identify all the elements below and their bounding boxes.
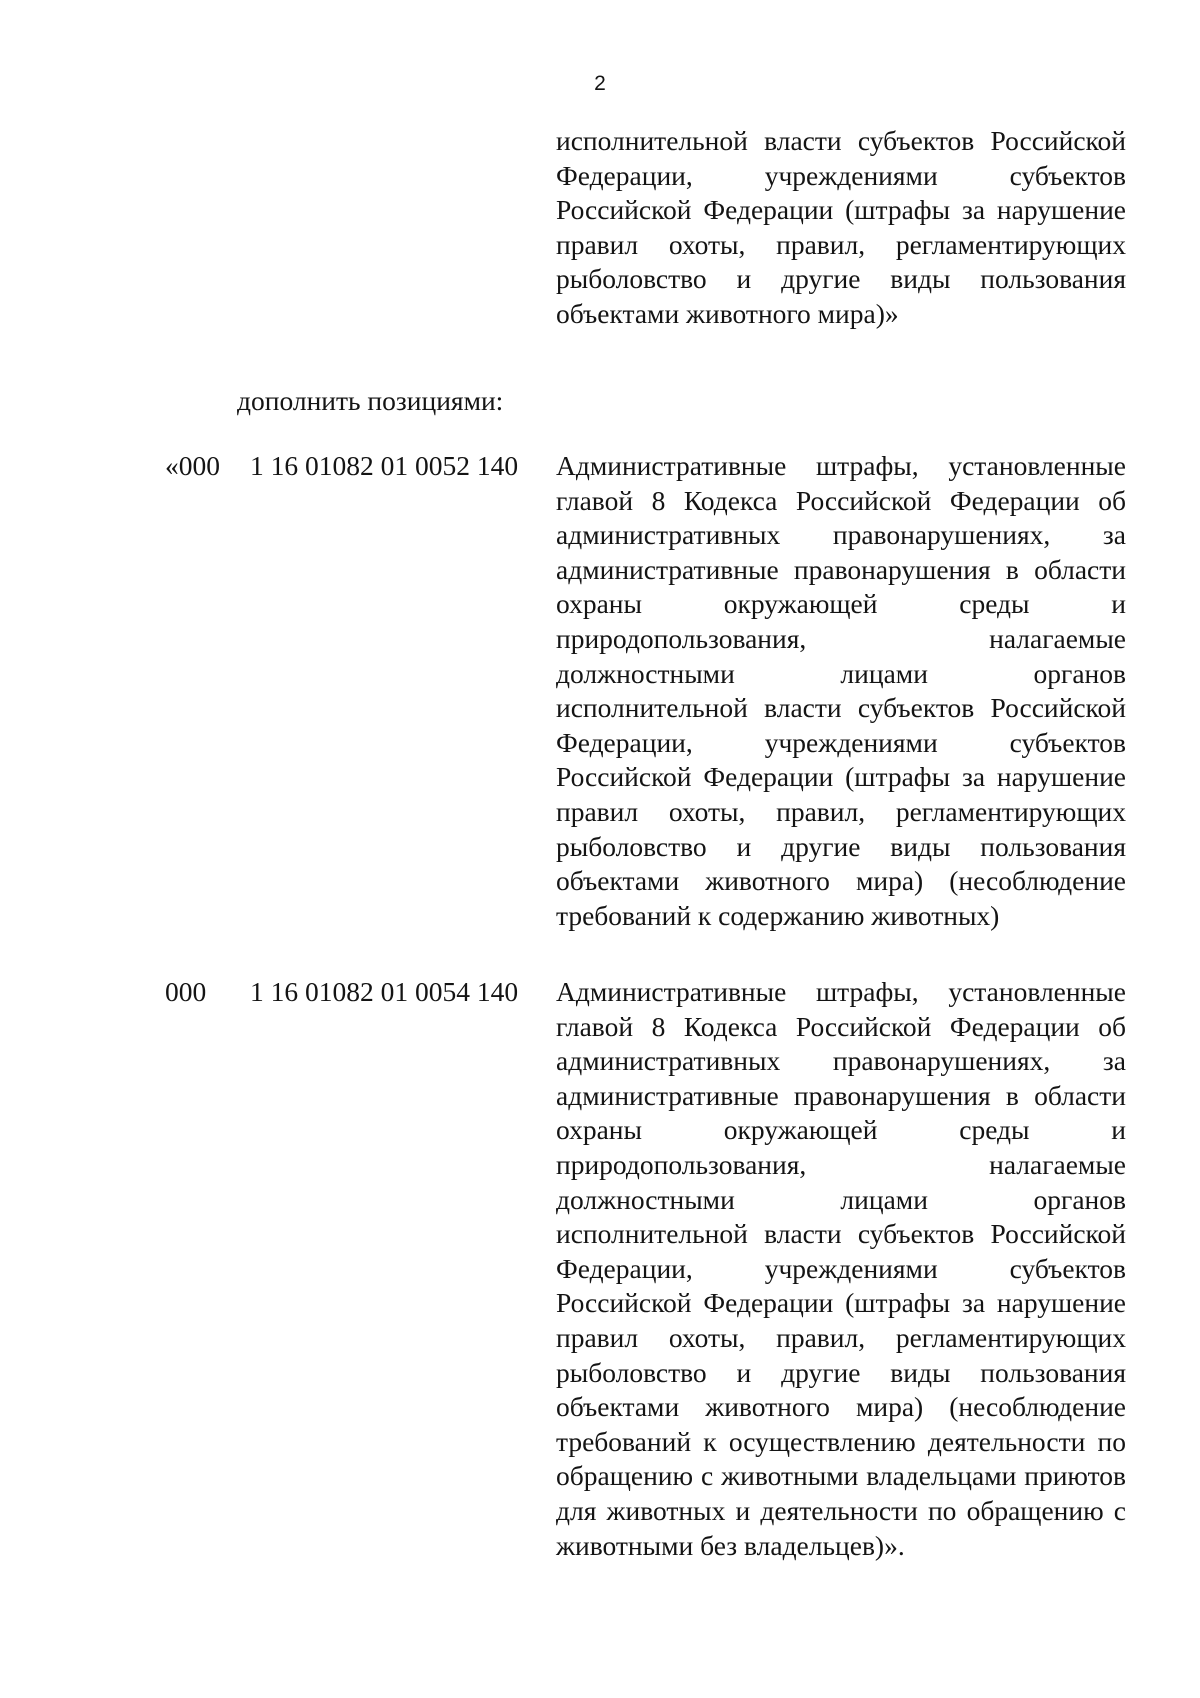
classification-code: 1 16 01082 01 0052 140 xyxy=(250,450,519,481)
continued-description: исполнительной власти субъектов Российской Федерации, учреждениями субъектов Российской Федерации (штрафы за нарушение правил охоты, правил, регламентирующих рыболовство и другие виды пользования объектами животного мира)» xyxy=(556,125,1126,329)
row-description: Административные штрафы, установленные главой 8 Кодекса Российской Федерации об административных правонарушениях, за административные правонарушения в области охраны окружающей среды и природопользования, налагаемые должностными лицами органов исполнительной власти субъектов Российской Федерации, учреждениями субъектов Российской Федерации (штрафы за нарушение правил охоты, правил, регламентирующих рыболовство и другие виды пользования объектами животного мира) (несоблюдение требований к осуществлению деятельности по обращению с животными владельцами приютов для животных и деятельности по обращению с животными без владельцев)». xyxy=(556,976,1126,1561)
admin-code: 000 xyxy=(165,976,207,1007)
page-number: 2 xyxy=(594,72,606,95)
admin-code: «000 xyxy=(165,450,220,481)
row-description: Административные штрафы, установленные главой 8 Кодекса Российской Федерации об административных правонарушениях, за административные правонарушения в области охраны окружающей среды и природопользования, налагаемые должностными лицами органов исполнительной власти субъектов Российской Федерации, учреждениями субъектов Российской Федерации (штрафы за нарушение правил охоты, правил, регламентирующих рыболовство и другие виды пользования объектами животного мира) (несоблюдение требований к содержанию животных) xyxy=(556,450,1126,931)
classification-code: 1 16 01082 01 0054 140 xyxy=(250,976,519,1007)
intro-text: дополнить позициями: xyxy=(237,385,504,416)
